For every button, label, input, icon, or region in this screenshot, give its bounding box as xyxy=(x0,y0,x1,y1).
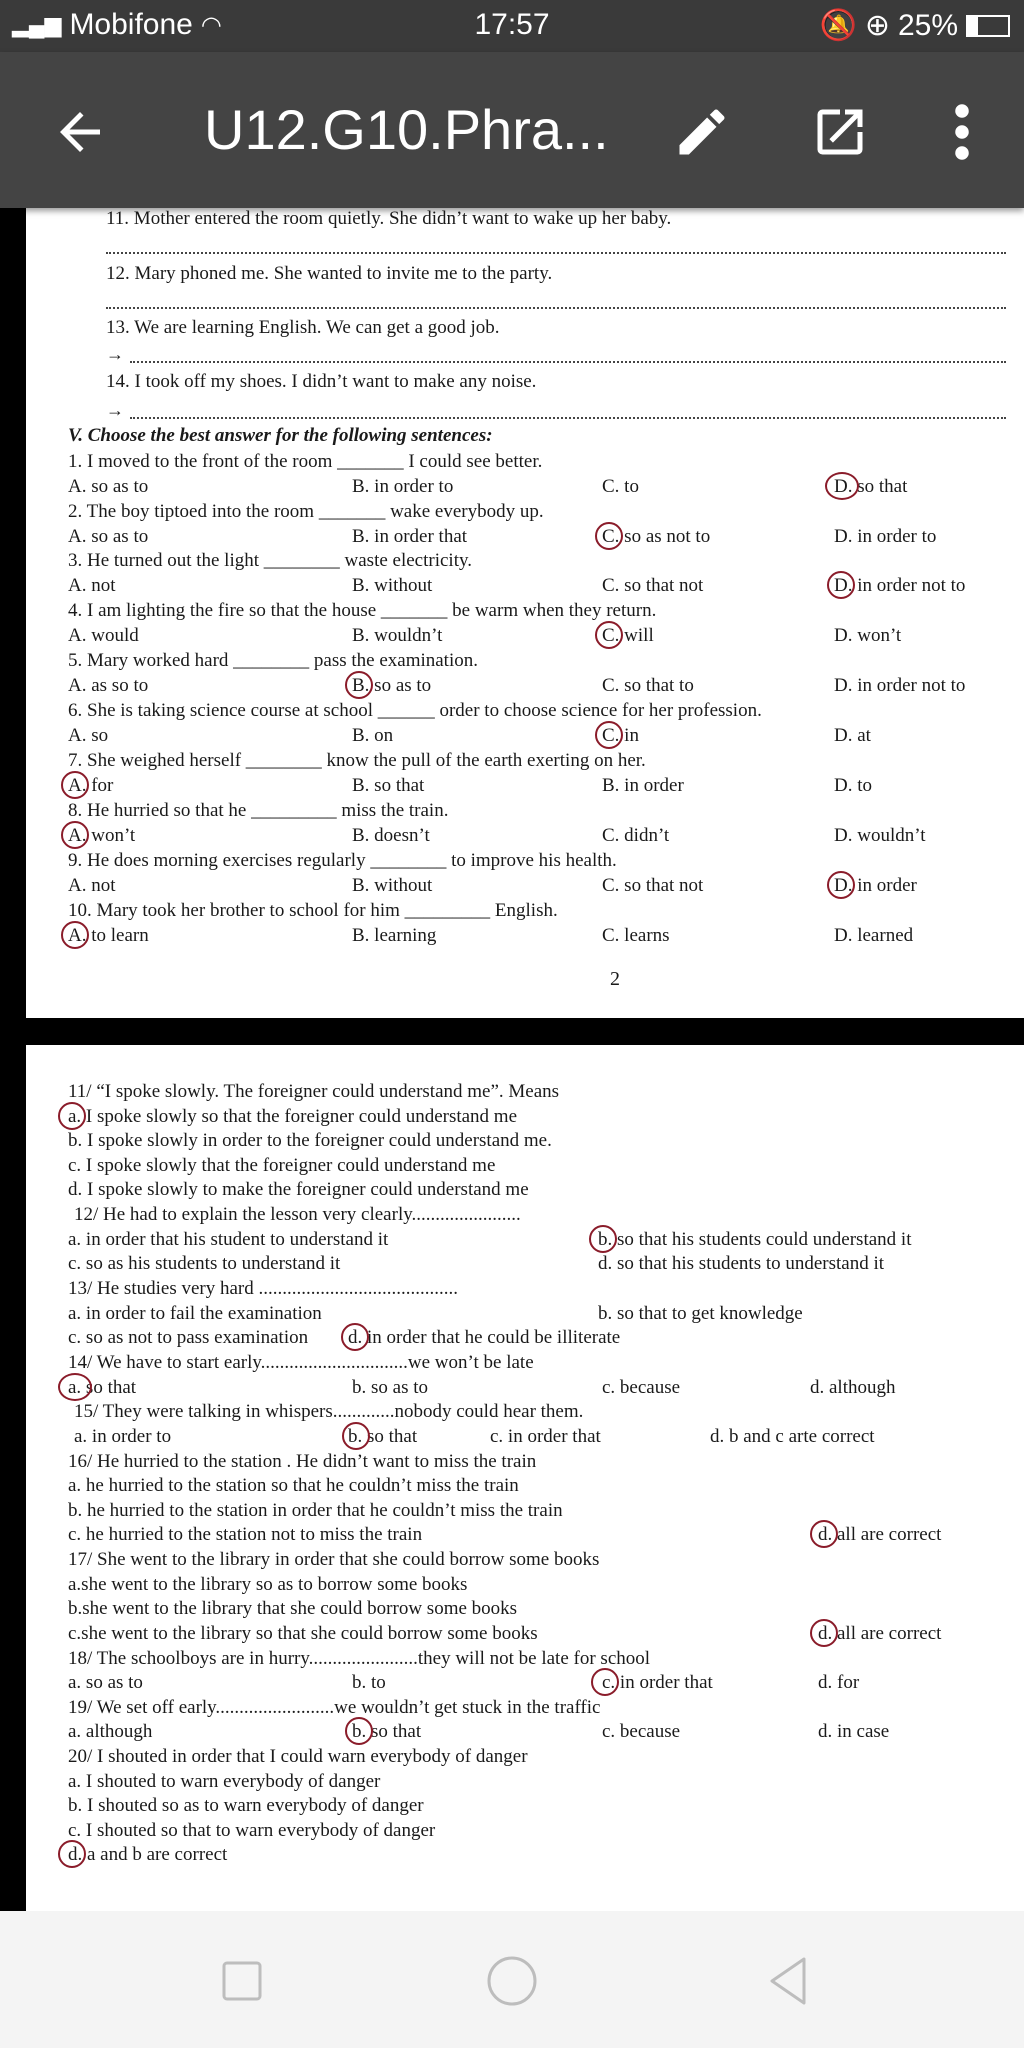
answer-circle xyxy=(342,1422,370,1450)
answer-blank xyxy=(130,360,1006,363)
answer-circle xyxy=(591,1668,619,1696)
answer-circle xyxy=(58,1840,86,1868)
option: A. so as to xyxy=(68,476,149,497)
option: B. without xyxy=(352,875,433,896)
question: 8. He hurried so that he _________ miss the train. xyxy=(68,800,449,821)
option: D. won’t xyxy=(834,625,902,646)
question: 3. He turned out the light ________ waste electricity. xyxy=(68,550,473,571)
question: 18/ The schoolboys are in hurry.......................they will not be late for school xyxy=(68,1648,651,1669)
question: 15/ They were talking in whispers.............nobody could hear them. xyxy=(74,1401,584,1422)
home-icon[interactable] xyxy=(484,1953,540,2009)
carrier-label: Mobifone xyxy=(69,8,193,41)
battery-level: 25% xyxy=(897,8,958,42)
option: D. wouldn’t xyxy=(834,825,926,846)
recent-apps-icon[interactable] xyxy=(214,1953,270,2009)
option: C. so that to xyxy=(602,675,694,696)
option: A. would xyxy=(68,625,139,646)
back-triangle-icon[interactable] xyxy=(760,1953,816,2009)
navigation-bar xyxy=(0,1911,1024,2048)
option: d. in order that he could be illiterate xyxy=(348,1327,621,1348)
option: d. for xyxy=(818,1672,860,1693)
option: d. a and b are correct xyxy=(68,1844,228,1865)
clock: 17:57 xyxy=(474,8,550,41)
answer-circle xyxy=(595,721,623,749)
option: c. he hurried to the station not to miss the train xyxy=(68,1524,423,1545)
option: D. to xyxy=(834,775,872,796)
answer-circle xyxy=(589,1225,617,1253)
answer-circle xyxy=(825,472,859,500)
option: b. so that his students could understand it xyxy=(598,1229,912,1250)
option: d. although xyxy=(810,1377,896,1398)
option: d. in case xyxy=(818,1721,890,1742)
answer-circle xyxy=(58,1373,92,1401)
answer-circle xyxy=(345,1717,373,1745)
option: a.she went to the library so as to borrow some books xyxy=(68,1574,468,1595)
signal-icon: ▂▄▆ xyxy=(12,12,62,37)
option: d. all are correct xyxy=(818,1524,942,1545)
option: D. in order xyxy=(834,875,917,896)
question: 14/ We have to start early...............................we won’t be late xyxy=(68,1352,534,1373)
document-page-1 xyxy=(26,208,1024,1018)
option: c. because xyxy=(602,1377,681,1398)
option: c. in order that xyxy=(602,1672,713,1693)
option: B. without xyxy=(352,575,433,596)
answer-circle xyxy=(595,522,623,550)
page-number: 2 xyxy=(610,968,620,990)
question: 9. He does morning exercises regularly ________ to improve his health. xyxy=(68,850,617,871)
option: C. so that not xyxy=(602,875,704,896)
question: 16/ He hurried to the station . He didn’t want to miss the train xyxy=(68,1451,537,1472)
option: c. I spoke slowly that the foreigner could understand me xyxy=(68,1155,496,1176)
option: A. to learn xyxy=(68,925,149,946)
question: 10. Mary took her brother to school for him _________ English. xyxy=(68,900,558,921)
question: 1. I moved to the front of the room _______ I could see better. xyxy=(68,451,543,472)
option: b. he hurried to the station in order that he couldn’t miss the train xyxy=(68,1500,563,1521)
more-options-icon[interactable] xyxy=(944,102,980,162)
option: D. learned xyxy=(834,925,914,946)
mute-icon: 🔕 xyxy=(819,9,857,42)
exercise-line: 11. Mother entered the room quietly. She didn’t want to wake up her baby. xyxy=(106,208,672,229)
answer-blank xyxy=(106,251,1006,254)
status-bar xyxy=(0,0,1024,52)
option: B. doesn’t xyxy=(352,825,430,846)
open-external-icon[interactable] xyxy=(810,102,870,162)
option: a. I shouted to warn everybody of danger xyxy=(68,1771,381,1792)
wifi-icon: ◠ xyxy=(200,11,222,39)
option: d. b and c arte correct xyxy=(710,1426,875,1447)
option: a. in order that his student to understand it xyxy=(68,1229,389,1250)
option: B. wouldn’t xyxy=(352,625,443,646)
question: 13/ He studies very hard .......................................... xyxy=(68,1278,458,1299)
answer-blank xyxy=(130,416,1006,419)
battery-icon xyxy=(966,15,1010,37)
option: C. learns xyxy=(602,925,670,946)
option: a. he hurried to the station so that he couldn’t miss the train xyxy=(68,1475,519,1496)
option: c. so as his students to understand it xyxy=(68,1253,341,1274)
option: c. in order that xyxy=(490,1426,601,1447)
arrow-marker: → xyxy=(106,400,124,420)
question: 11/ “I spoke slowly. The foreigner could understand me”. Means xyxy=(68,1081,560,1102)
option: c. I shouted so that to warn everybody of danger xyxy=(68,1820,436,1841)
option: A. won’t xyxy=(68,825,136,846)
option: c. so as not to pass examination xyxy=(68,1327,309,1348)
option: b. I spoke slowly in order to the foreigner could understand me. xyxy=(68,1130,552,1151)
option: a. in order to xyxy=(74,1426,172,1447)
option: d. I spoke slowly to make the foreigner could understand me xyxy=(68,1179,529,1200)
option: C. so as not to xyxy=(602,526,711,547)
option: a. I spoke slowly so that the foreigner could understand me xyxy=(68,1106,518,1127)
option: B. in order to xyxy=(352,476,454,497)
app-bar xyxy=(0,52,1024,208)
option: b.she went to the library that she could borrow some books xyxy=(68,1598,518,1619)
question: 7. She weighed herself ________ know the pull of the earth exerting on her. xyxy=(68,750,646,771)
option: D. so that xyxy=(834,476,908,497)
option: C. didn’t xyxy=(602,825,670,846)
option: A. as so to xyxy=(68,675,149,696)
question: 5. Mary worked hard ________ pass the examination. xyxy=(68,650,478,671)
section-heading: V. Choose the best answer for the following sentences: xyxy=(68,425,493,446)
option: B. so that xyxy=(352,775,425,796)
answer-circle xyxy=(827,871,855,899)
option: A. for xyxy=(68,775,114,796)
option: B. in order that xyxy=(352,526,468,547)
option: b. so that xyxy=(352,1721,422,1742)
option: A. so as to xyxy=(68,526,149,547)
answer-circle xyxy=(810,1520,838,1548)
answer-circle xyxy=(827,571,855,599)
answer-circle xyxy=(345,671,373,699)
exercise-line: 14. I took off my shoes. I didn’t want to make any noise. xyxy=(106,371,537,392)
option: b. I shouted so as to warn everybody of danger xyxy=(68,1795,424,1816)
option: D. in order not to xyxy=(834,675,966,696)
exercise-line: 13. We are learning English. We can get a good job. xyxy=(106,317,500,338)
question: 17/ She went to the library in order that she could borrow some books xyxy=(68,1549,600,1570)
question: 2. The boy tiptoed into the room _______ wake everybody up. xyxy=(68,501,544,522)
option: b. so that xyxy=(348,1426,418,1447)
back-arrow-icon[interactable] xyxy=(50,102,110,162)
option: A. not xyxy=(68,575,116,596)
answer-circle xyxy=(61,921,89,949)
option: b. to xyxy=(352,1672,386,1693)
answer-circle xyxy=(61,821,89,849)
option: a. so that xyxy=(68,1377,137,1398)
option: D. at xyxy=(834,725,871,746)
question: 6. She is taking science course at school ______ order to choose science for her profession. xyxy=(68,700,762,721)
question: 4. I am lighting the fire so that the house _______ be warm when they return. xyxy=(68,600,657,621)
option: C. to xyxy=(602,476,639,497)
option: a. in order to fail the examination xyxy=(68,1303,322,1324)
option: c.she went to the library so that she could borrow some books xyxy=(68,1623,538,1644)
answer-circle xyxy=(810,1619,838,1647)
option: b. so that to get knowledge xyxy=(598,1303,803,1324)
option: C. in xyxy=(602,725,639,746)
option: B. so as to xyxy=(352,675,432,696)
option: B. learning xyxy=(352,925,437,946)
option: d. so that his students to understand it xyxy=(598,1253,885,1274)
document-title: U12.G10.Phra... xyxy=(204,98,609,161)
exercise-line: 12. Mary phoned me. She wanted to invite me to the party. xyxy=(106,263,553,284)
rotation-lock-icon: ⊕ xyxy=(864,9,890,42)
option: a. so as to xyxy=(68,1672,143,1693)
question: 19/ We set off early.........................we wouldn’t get stuck in the traffic xyxy=(68,1697,601,1718)
option: d. all are correct xyxy=(818,1623,942,1644)
option: D. in order not to xyxy=(834,575,966,596)
option: C. so that not xyxy=(602,575,704,596)
question: 20/ I shouted in order that I could warn everybody of danger xyxy=(68,1746,528,1767)
arrow-marker: → xyxy=(106,344,124,364)
option: A. not xyxy=(68,875,116,896)
answer-circle xyxy=(61,771,89,799)
answer-blank xyxy=(106,306,1006,309)
option: a. although xyxy=(68,1721,153,1742)
option: B. in order xyxy=(602,775,684,796)
option: D. in order to xyxy=(834,526,937,547)
answer-circle xyxy=(595,621,623,649)
edit-pencil-icon[interactable] xyxy=(672,102,732,162)
option: A. so xyxy=(68,725,109,746)
answer-circle xyxy=(58,1102,86,1130)
option: B. on xyxy=(352,725,394,746)
answer-circle xyxy=(341,1323,369,1351)
option: C. will xyxy=(602,625,654,646)
document-page-2 xyxy=(26,1045,1024,1911)
option: c. because xyxy=(602,1721,681,1742)
option: b. so as to xyxy=(352,1377,428,1398)
question: 12/ He had to explain the lesson very clearly....................... xyxy=(74,1204,521,1225)
